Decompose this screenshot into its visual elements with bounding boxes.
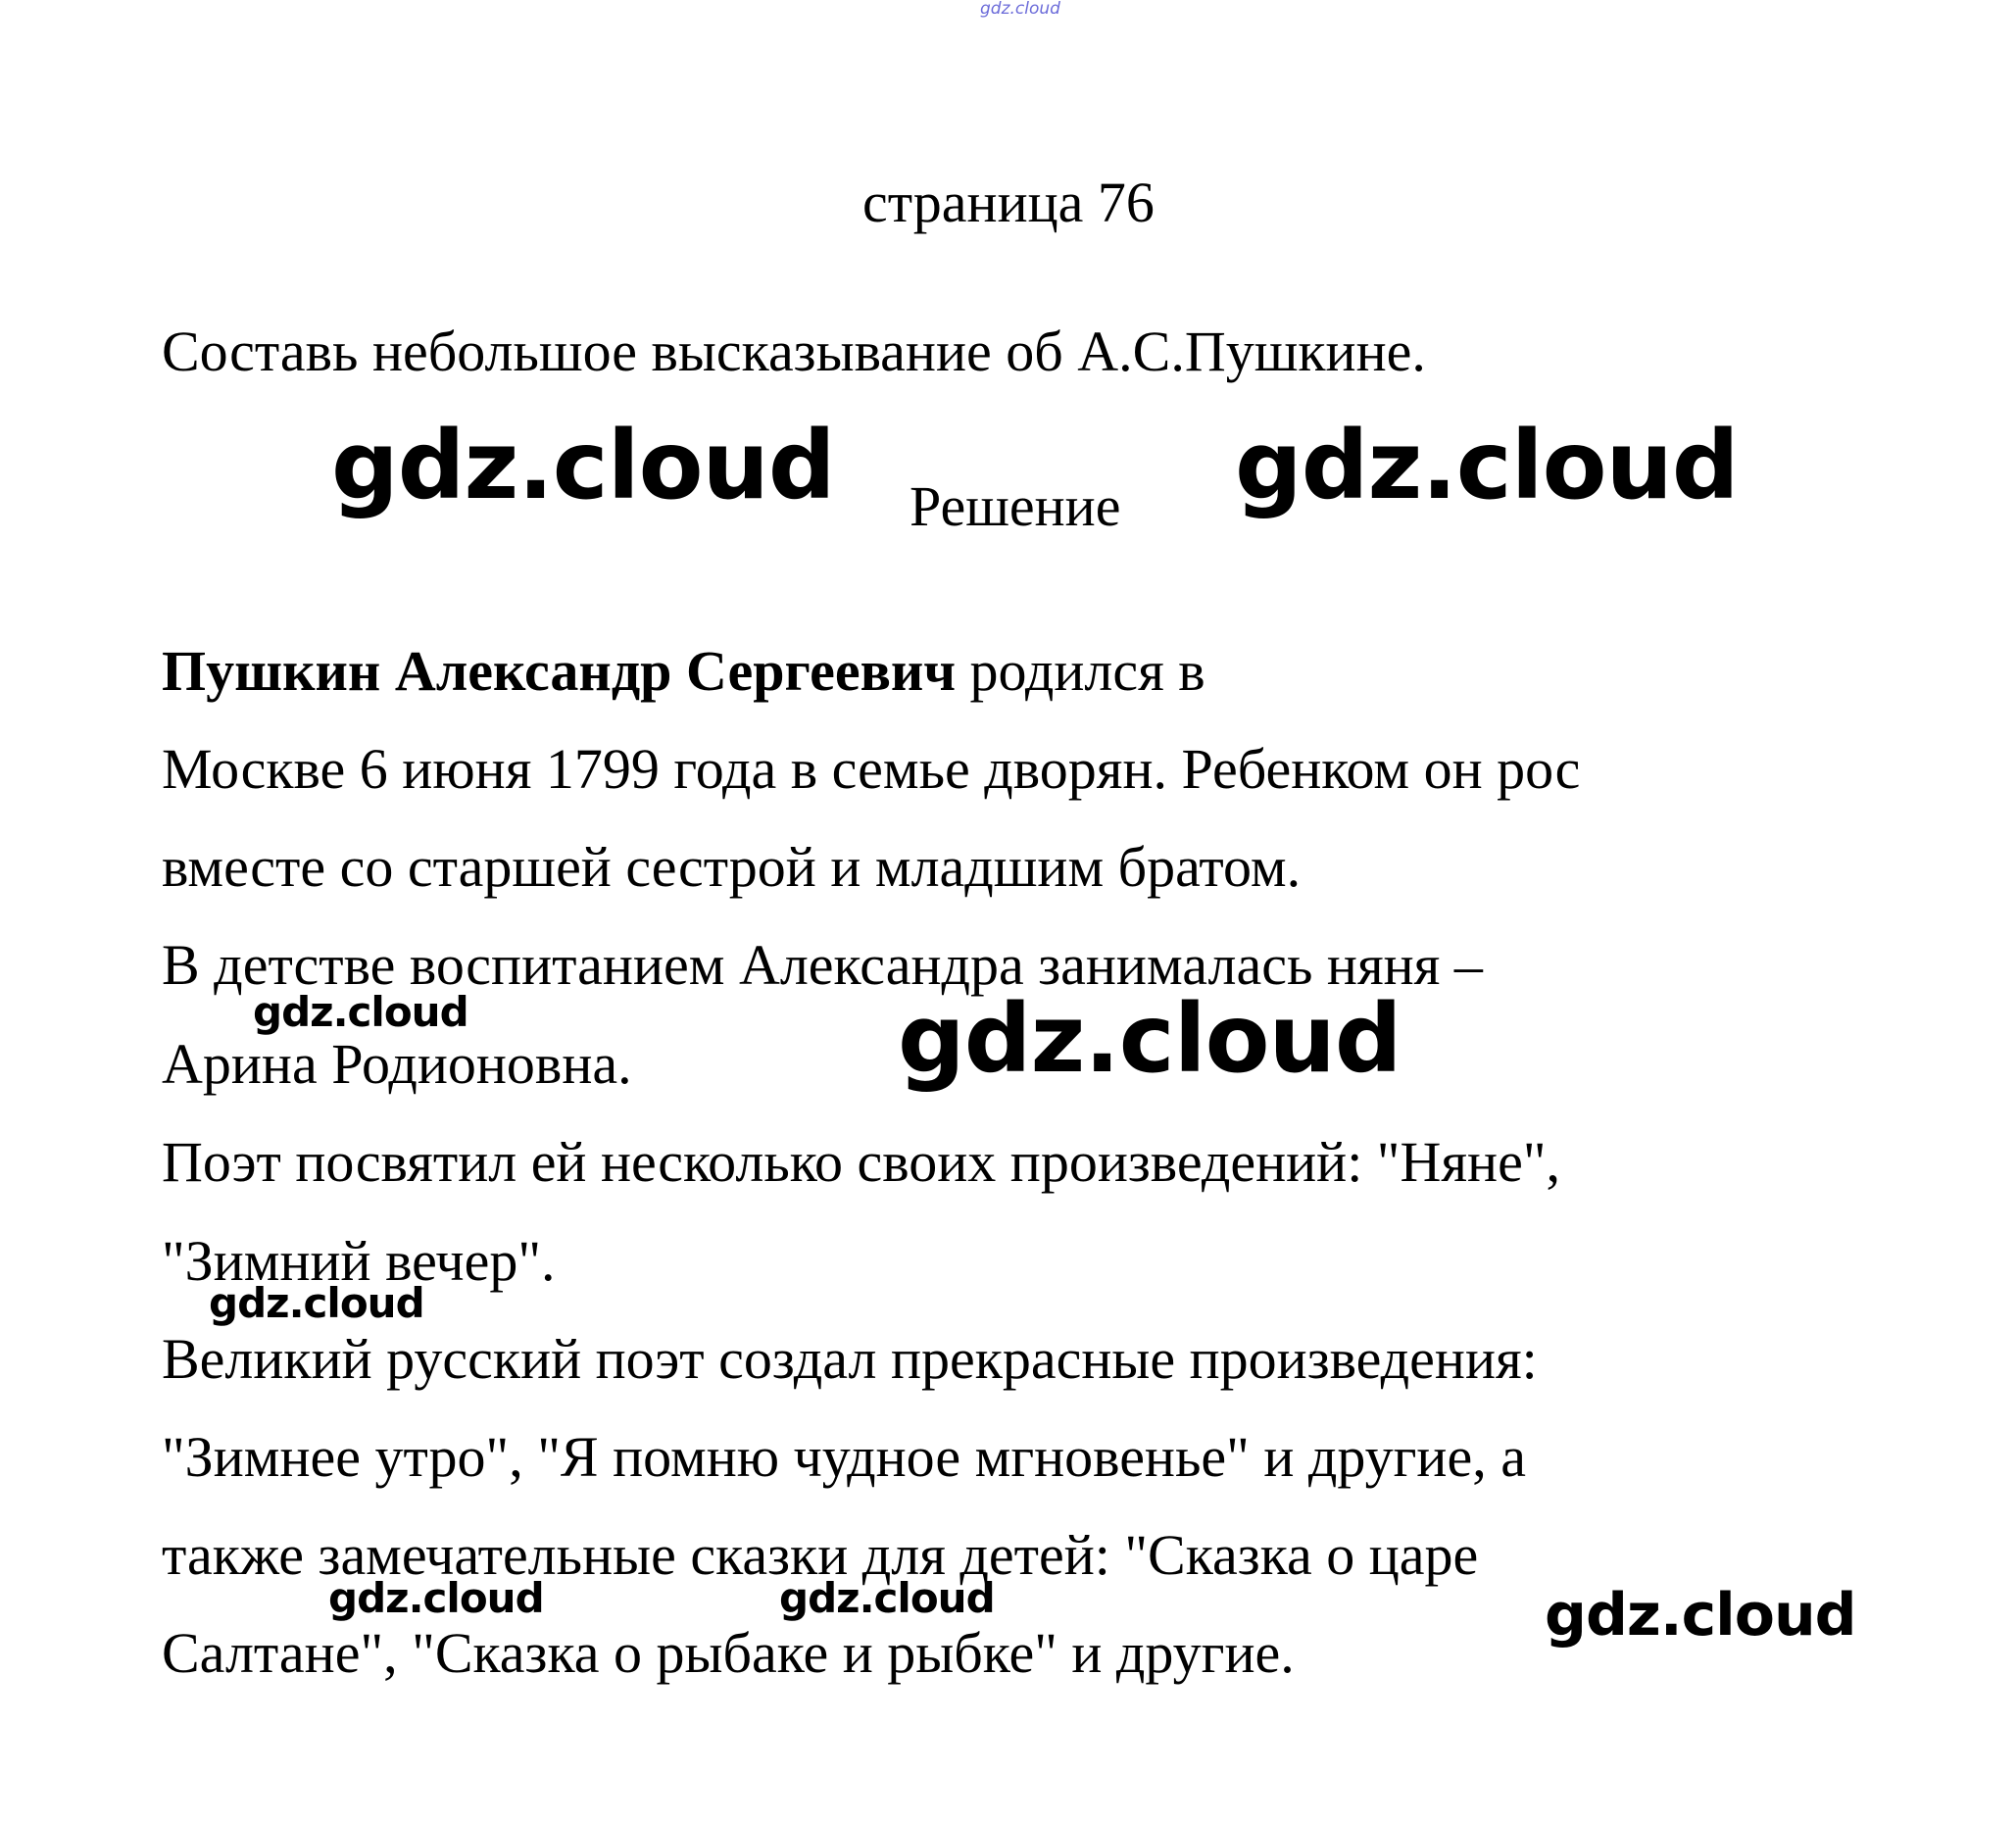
solution-line-5: Арина Родионовна. — [162, 1032, 632, 1096]
watermark-left-header: gdz.cloud — [331, 411, 835, 520]
watermark-mid-small-2: gdz.cloud — [209, 1279, 424, 1327]
page-title: страница 76 — [862, 171, 1155, 234]
solution-line-1-rest: родился в — [956, 639, 1205, 703]
watermark-bottom-small-2: gdz.cloud — [779, 1574, 995, 1622]
solution-line-3: вместе со старшей сестрой и младшим братом. — [162, 835, 1302, 899]
solution-line-7: "Зимний вечер". — [162, 1229, 556, 1293]
solution-title: Решение — [910, 474, 1121, 538]
solution-line-11: Салтане", "Сказка о рыбаке и рыбке" и другие. — [162, 1621, 1295, 1685]
watermark-bottom-right: gdz.cloud — [1545, 1581, 1856, 1650]
watermark-top: gdz.cloud — [980, 0, 1060, 19]
watermark-mid-small-1: gdz.cloud — [253, 988, 468, 1036]
solution-line-4: В детстве воспитанием Александра занималась няня – — [162, 933, 1483, 997]
solution-line-9: "Зимнее утро", "Я помню чудное мгновенье" и другие, а — [162, 1425, 1526, 1489]
watermark-mid-large: gdz.cloud — [898, 984, 1401, 1094]
watermark-bottom-small-1: gdz.cloud — [328, 1574, 544, 1622]
solution-line-10: также замечательные сказки для детей: "Сказка о царе — [162, 1523, 1479, 1587]
task-text: Составь небольшое высказывание об А.С.Пушкине. — [162, 320, 1426, 383]
solution-line-8: Великий русский поэт создал прекрасные произведения: — [162, 1327, 1538, 1391]
solution-line-6: Поэт посвятил ей несколько своих произведений: "Няне", — [162, 1130, 1561, 1194]
author-name: Пушкин Александр Сергеевич — [162, 639, 957, 703]
solution-line-1 — [162, 639, 1205, 703]
watermark-right-header: gdz.cloud — [1235, 411, 1739, 520]
solution-line-2: Москве 6 июня 1799 года в семье дворян. Ребенком он рос — [162, 737, 1581, 801]
